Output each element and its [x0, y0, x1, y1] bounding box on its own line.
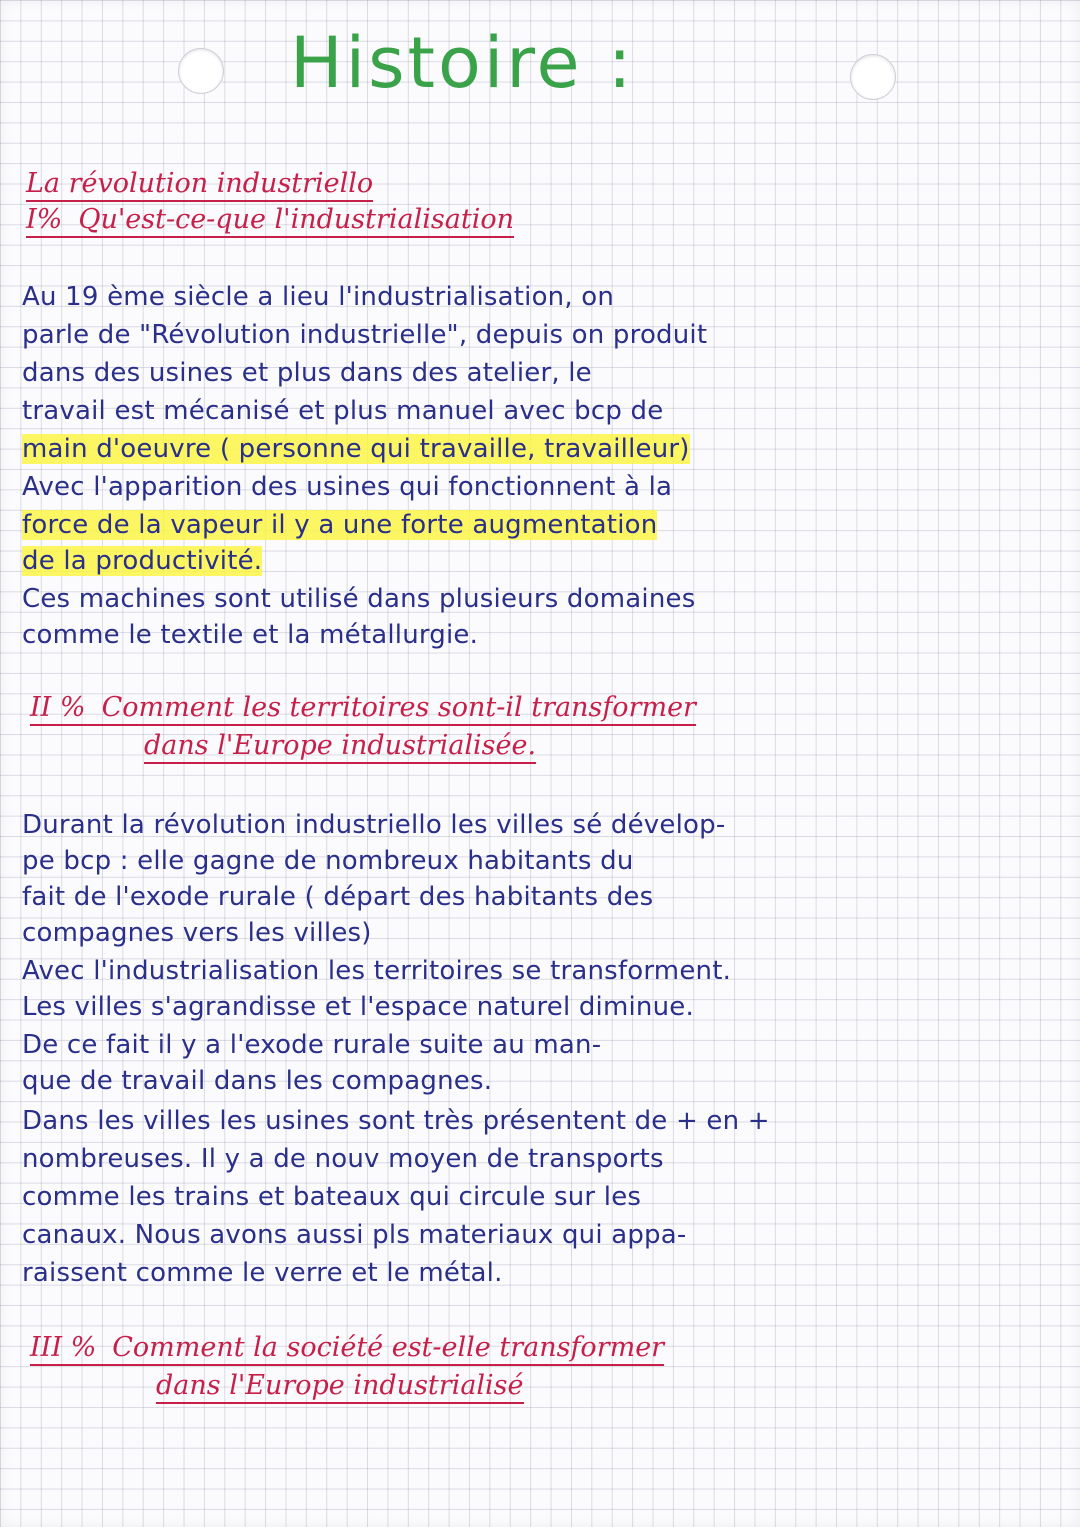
p2-line-4: compagnes vers les villes)	[22, 918, 372, 948]
p1-line-5: main d'oeuvre ( personne qui travaille, travailleur)	[22, 434, 690, 464]
section-3-heading-cont	[156, 1370, 524, 1401]
section-2-heading-cont	[144, 730, 536, 761]
p2-line-2: pe bcp : elle gagne de nombreux habitants du	[22, 846, 634, 876]
p2-line-7: De ce fait il y a l'exode rurale suite au man-	[22, 1030, 602, 1060]
p2-line-9: Dans les villes les usines sont très présentent de + en +	[22, 1106, 770, 1136]
section-1-number: I%	[26, 204, 63, 235]
section-3-title-cont: dans l'Europe industrialisé	[156, 1370, 524, 1404]
p1-line-7: force de la vapeur il y a une forte augmentation	[22, 510, 658, 540]
p2-line-11: comme les trains et bateaux qui circule sur les	[22, 1182, 642, 1212]
section-1-heading	[26, 204, 514, 235]
p1-line-1: Au 19 ème siècle a lieu l'industrialisation, on	[22, 282, 615, 312]
p1-line-10: comme le textile et la métallurgie.	[22, 620, 479, 650]
section-3-title: Comment la société est-elle transformer	[112, 1332, 665, 1363]
punch-hole-right	[850, 54, 896, 100]
p1-line-6: Avec l'apparition des usines qui fonctionnent à la	[22, 472, 673, 502]
main-heading-text: La révolution industriello	[26, 168, 373, 202]
p2-line-5: Avec l'industrialisation les territoires se transforment.	[22, 956, 732, 986]
p2-line-10: nombreuses. Il y a de nouv moyen de transports	[22, 1144, 664, 1174]
p1-line-3: dans des usines et plus dans des atelier, le	[22, 358, 592, 388]
section-2-title-cont: dans l'Europe industrialisée.	[144, 730, 536, 764]
section-1-title: Qu'est-ce-que l'industrialisation	[78, 204, 514, 235]
p2-line-8: que de travail dans les compagnes.	[22, 1066, 493, 1096]
p2-line-1: Durant la révolution industriello les villes sé dévelop-	[22, 810, 726, 840]
section-3-heading	[30, 1332, 664, 1363]
section-2-title: Comment les territoires sont-il transformer	[101, 692, 696, 723]
p2-line-3: fait de l'exode rurale ( départ des habitants des	[22, 882, 654, 912]
section-3-number: III %	[30, 1332, 97, 1363]
p2-line-13: raissent comme le verre et le métal.	[22, 1258, 503, 1288]
p1-line-4: travail est mécanisé et plus manuel avec bcp de	[22, 396, 664, 426]
page-title: Histoire :	[290, 22, 635, 104]
section-2-heading	[30, 692, 696, 723]
p2-line-12: canaux. Nous avons aussi pls materiaux qui appa-	[22, 1220, 687, 1250]
p1-line-2: parle de "Révolution industrielle", depuis on produit	[22, 320, 708, 350]
main-heading	[26, 168, 373, 199]
p1-line-9: Ces machines sont utilisé dans plusieurs domaines	[22, 584, 696, 614]
punch-hole-left	[178, 48, 224, 94]
p2-line-6: Les villes s'agrandisse et l'espace naturel diminue.	[22, 992, 694, 1022]
section-2-number: II %	[30, 692, 86, 723]
p1-line-8: de la productivité.	[22, 546, 263, 576]
